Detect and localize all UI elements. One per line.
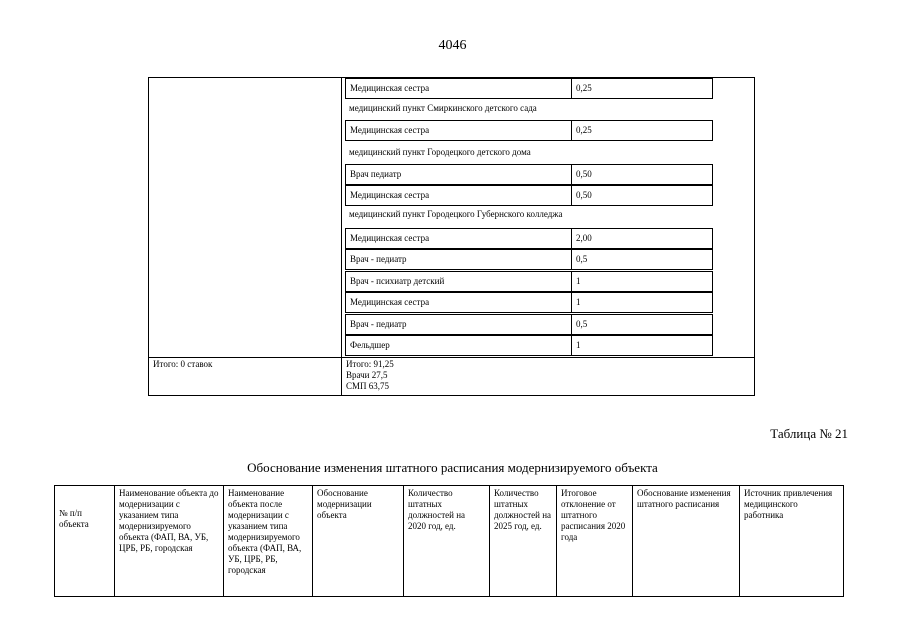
table-row	[345, 120, 713, 141]
table-row	[345, 271, 713, 292]
position-rate: 2,00	[571, 229, 710, 248]
position-rate: 1	[571, 336, 710, 355]
subsection-title: медицинский пункт Смиркинского детского сада	[349, 103, 537, 113]
table-row	[345, 185, 713, 206]
total-left: Итого: 0 ставок	[153, 359, 213, 369]
position-name: Медицинская сестра	[350, 297, 430, 307]
position-rate: 1	[571, 293, 710, 312]
table-row	[345, 249, 713, 270]
position-rate: 0,5	[571, 315, 710, 334]
position-rate: 0,50	[571, 186, 710, 205]
position-name: Врач - педиатр	[350, 254, 407, 264]
header-cell: № п/п объекта	[59, 508, 89, 529]
table-divider	[149, 357, 754, 358]
position-name: Фельдшер	[350, 340, 390, 350]
table-row	[345, 228, 713, 249]
position-rate: 1	[571, 272, 710, 291]
total-line: Врачи 27,5	[346, 370, 388, 380]
position-name: Врач педиатр	[350, 169, 402, 179]
position-name: Медицинская сестра	[350, 233, 430, 243]
header-cell: Количество штатных должностей на 2025 год, ед.	[489, 486, 556, 596]
header-cell: Количество штатных должностей на 2020 год, ед.	[403, 486, 489, 596]
total-right	[346, 359, 394, 392]
position-name: Медицинская сестра	[350, 190, 430, 200]
position-name: Медицинская сестра	[350, 125, 430, 135]
position-name: Врач - педиатр	[350, 319, 407, 329]
header-cell: Обоснование изменения штатного расписания	[632, 486, 739, 596]
table-row	[345, 314, 713, 335]
table-row	[345, 335, 713, 356]
position-rate: 0,25	[571, 79, 710, 98]
position-rate: 0,25	[571, 121, 710, 140]
total-line: Итого: 91,25	[346, 359, 394, 369]
staffing-table	[148, 77, 755, 396]
justification-table	[54, 485, 844, 597]
total-line: СМП 63,75	[346, 381, 390, 391]
table-row	[345, 292, 713, 313]
header-cell: Итоговое отклонение от штатного расписания 2020 года	[556, 486, 632, 596]
position-rate: 0,5	[571, 250, 710, 269]
table-column-divider	[341, 78, 342, 357]
header-cell: Источник привлечения медицинского работника	[739, 486, 843, 596]
table-number: Таблица № 21	[770, 426, 848, 441]
page-number: 4046	[438, 38, 467, 53]
header-cell: Наименование объекта до модернизации с указанием типа модернизируемого объекта (ФАП, ВА, УБ, ЦРБ, РБ, городская	[114, 486, 223, 596]
header-cell: Наименование объекта после модернизации с указанием типа модернизируемого объекта (ФАП, ВА, УБ, ЦРБ, РБ, городская	[223, 486, 312, 596]
subsection-title: медицинский пункт Городецкого Губернского колледжа	[349, 209, 563, 219]
position-rate: 0,50	[571, 165, 710, 184]
position-name: Медицинская сестра	[350, 83, 430, 93]
table-row	[345, 78, 713, 99]
position-name: Врач - психиатр детский	[350, 276, 445, 286]
table-row	[345, 164, 713, 185]
table-column-divider	[341, 357, 342, 396]
subsection-title: медицинский пункт Городецкого детского дома	[349, 147, 531, 157]
table-title: Обоснование изменения штатного расписания модернизируемого объекта	[247, 460, 658, 475]
header-cell: Обоснование модернизации объекта	[312, 486, 403, 596]
